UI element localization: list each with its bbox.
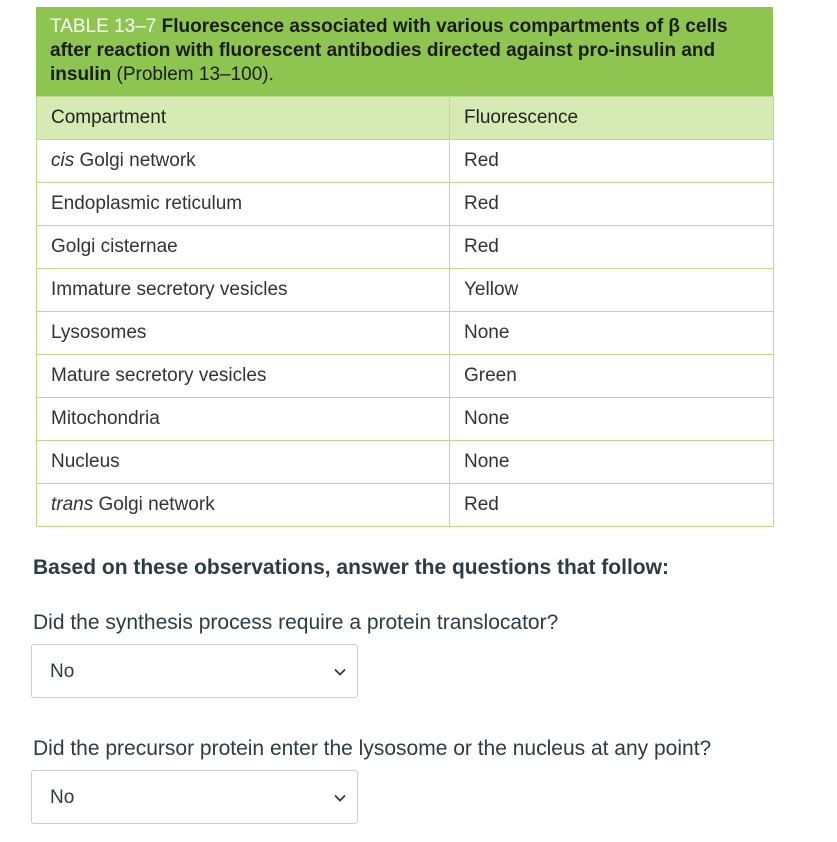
compartment-cell — [37, 484, 450, 527]
compartment-name: Golgi cisternae — [51, 236, 178, 257]
table-row — [37, 269, 774, 312]
compartment-name: Immature secretory vesicles — [51, 279, 288, 300]
compartment-name: Mature secretory vesicles — [51, 365, 267, 386]
table-header-row — [37, 97, 774, 140]
table-row — [37, 312, 774, 355]
header-compartment: Compartment — [37, 97, 450, 140]
compartment-name: Mitochondria — [51, 408, 160, 429]
compartment-cell — [37, 183, 450, 226]
question-1-selected-value: No — [50, 661, 75, 682]
instructions-text: Based on these observations, answer the questions that follow: — [33, 556, 669, 579]
fluorescence-table — [36, 7, 773, 527]
compartment-prefix: cis — [51, 150, 75, 171]
question-1-select[interactable] — [31, 644, 358, 698]
compartment-cell — [37, 355, 450, 398]
chevron-down-icon — [333, 791, 347, 805]
table-row — [37, 398, 774, 441]
compartment-cell — [37, 140, 450, 183]
table-row — [37, 226, 774, 269]
problem-reference: (Problem 13–100). — [116, 64, 274, 85]
fluorescence-cell: Red — [450, 484, 774, 527]
table-caption — [36, 7, 773, 96]
question-2-select[interactable] — [31, 770, 358, 824]
question-2-selected-value: No — [50, 787, 75, 808]
fluorescence-cell: None — [450, 441, 774, 484]
compartment-cell — [37, 398, 450, 441]
table-number: TABLE 13–7 — [50, 16, 157, 37]
table-row — [37, 355, 774, 398]
fluorescence-cell: Green — [450, 355, 774, 398]
table-row — [37, 441, 774, 484]
data-table — [36, 96, 774, 527]
header-fluorescence: Fluorescence — [450, 97, 774, 140]
compartment-name: Endoplasmic reticulum — [51, 193, 243, 214]
fluorescence-cell: Red — [450, 140, 774, 183]
compartment-cell — [37, 226, 450, 269]
table-caption-text: Fluorescence associated with various compartments of β cells after reaction with fluorescent antibodies directed against pro-insulin and insulin — [50, 16, 728, 85]
table-row — [37, 140, 774, 183]
fluorescence-cell: Yellow — [450, 269, 774, 312]
compartment-prefix: trans — [51, 494, 94, 515]
compartment-cell — [37, 269, 450, 312]
table-row — [37, 484, 774, 527]
fluorescence-cell: None — [450, 312, 774, 355]
question-2-text: Did the precursor protein enter the lysosome or the nucleus at any point? — [33, 737, 712, 760]
compartment-cell — [37, 312, 450, 355]
fluorescence-cell: Red — [450, 183, 774, 226]
question-1-text: Did the synthesis process require a protein translocator? — [33, 611, 559, 634]
table-row — [37, 183, 774, 226]
compartment-name: Nucleus — [51, 451, 120, 472]
fluorescence-cell: Red — [450, 226, 774, 269]
compartment-name: Golgi network — [98, 494, 215, 515]
compartment-cell — [37, 441, 450, 484]
fluorescence-cell: None — [450, 398, 774, 441]
compartment-name: Lysosomes — [51, 322, 147, 343]
chevron-down-icon — [333, 665, 347, 679]
compartment-name: Golgi network — [79, 150, 196, 171]
